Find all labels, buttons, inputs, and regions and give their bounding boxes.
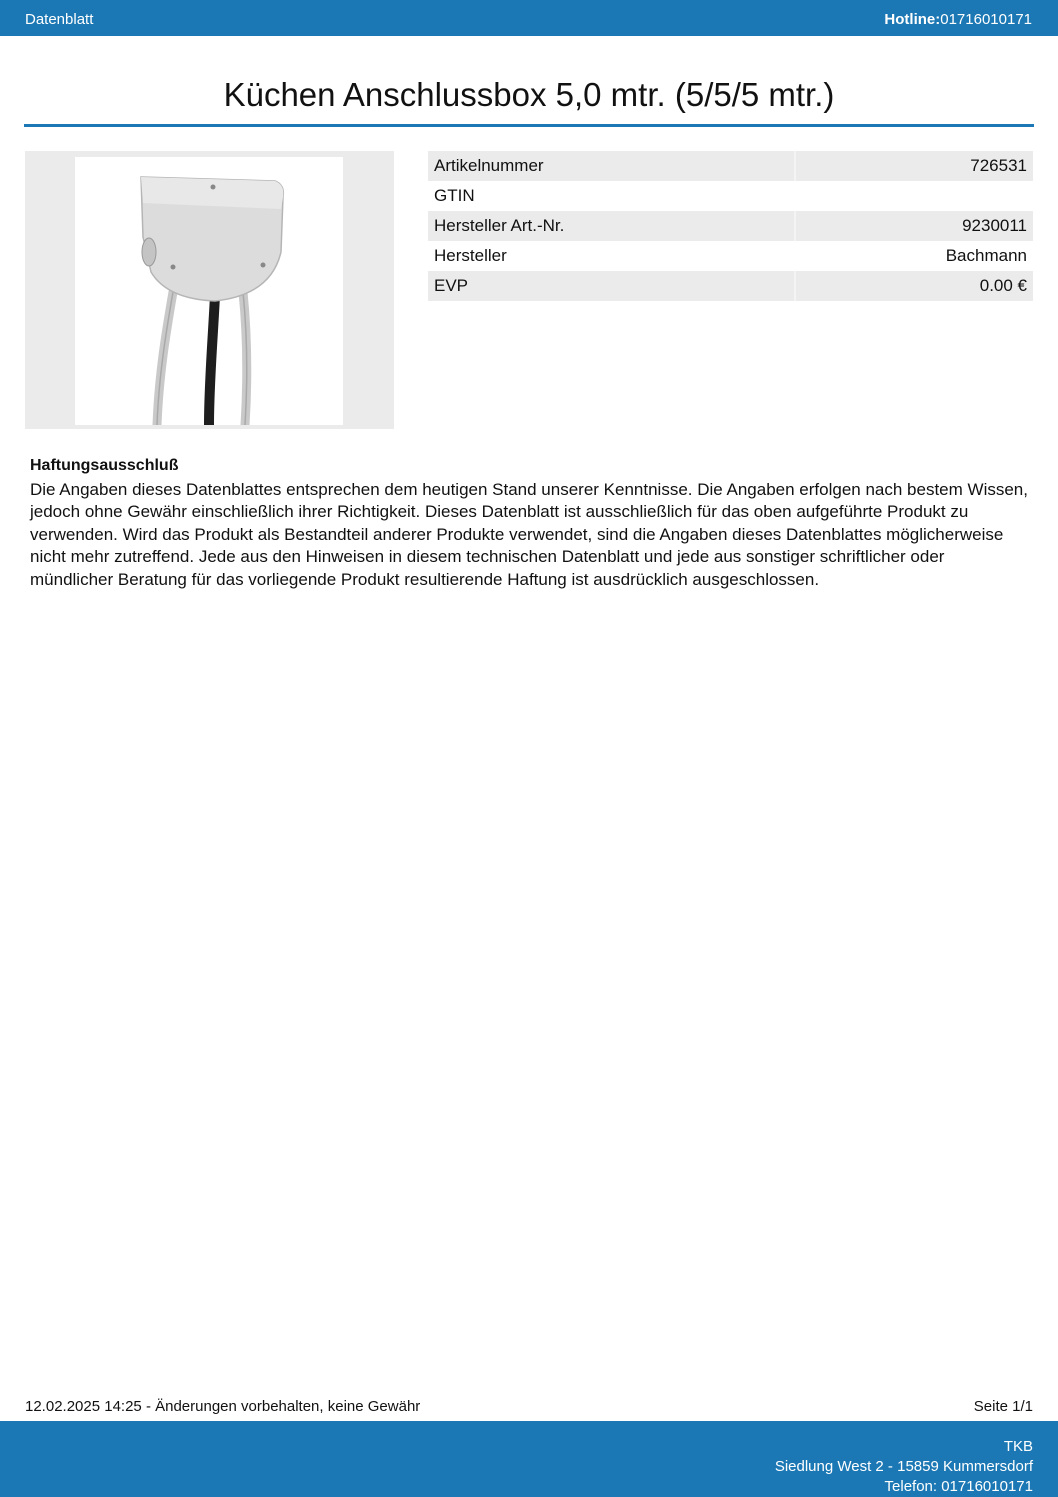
spec-key: Hersteller [434, 246, 507, 265]
company-phone: Telefon: 01716010171 [884, 1478, 1033, 1495]
title-divider [24, 124, 1034, 127]
hotline [884, 11, 1032, 28]
product-image-panel [25, 151, 394, 429]
page-title: Küchen Anschlussbox 5,0 mtr. (5/5/5 mtr.) [223, 76, 835, 113]
header-bar [0, 0, 1058, 36]
spec-key: Hersteller Art.-Nr. [428, 211, 796, 241]
spec-key: EVP [428, 271, 796, 301]
spec-row-gtin [428, 181, 1033, 211]
spec-value: 726531 [796, 151, 1033, 181]
hotline-number: 01716010171 [940, 11, 1032, 28]
spec-row-evp [428, 271, 1033, 301]
spec-value [796, 181, 1033, 211]
spec-key: GTIN [434, 186, 475, 205]
spec-value: 9230011 [796, 211, 1033, 241]
footer-bar [0, 1421, 1058, 1497]
spec-key: Artikelnummer [428, 151, 796, 181]
spec-row-hersteller-art-nr [428, 211, 1033, 241]
disclaimer-section [30, 455, 1030, 591]
disclaimer-text: Die Angaben dieses Datenblattes entsprechen dem heutigen Stand unserer Kenntnisse. Die Angaben erfolgen nach bestem Wissen, jedoch ohne Gewähr einschließlich ihrer Richtigkeit. Dieses Datenblatt ist ausschließlich für das oben aufgeführte Produkt zu verwenden. Wird das Produkt als Bestandteil anderer Produkte verwendet, sind die Angaben dieses Datenblattes möglicherweise nicht mehr zutreffend. Jede aus den Hinweisen in diesem technischen Datenblatt und jede aus sonstiger schriftlicher oder mündlicher Beratung für das vorliegende Produkt resultierende Haftung ist ausdrücklich ausgeschlossen. [30, 479, 1028, 589]
spec-value: Bachmann [945, 246, 1027, 265]
company-address: Siedlung West 2 - 15859 Kummersdorf [774, 1458, 1033, 1475]
spec-row-hersteller [428, 241, 1033, 271]
spec-value: 0.00 € [796, 271, 1033, 301]
spec-row-artikelnummer [428, 151, 1033, 181]
page-number: Seite 1/1 [973, 1398, 1033, 1415]
company-name: TKB [1003, 1438, 1033, 1455]
doc-type-label: Datenblatt [25, 11, 94, 28]
footer-info [25, 1398, 1033, 1415]
hotline-label: Hotline: [884, 11, 941, 28]
footer-timestamp-note: 12.02.2025 14:25 - Änderungen vorbehalten, keine Gewähr [25, 1398, 421, 1415]
disclaimer-heading: Haftungsausschluß [30, 457, 179, 474]
spec-table [428, 151, 1033, 301]
product-image [75, 157, 343, 425]
connection-box-illustration [75, 157, 343, 425]
